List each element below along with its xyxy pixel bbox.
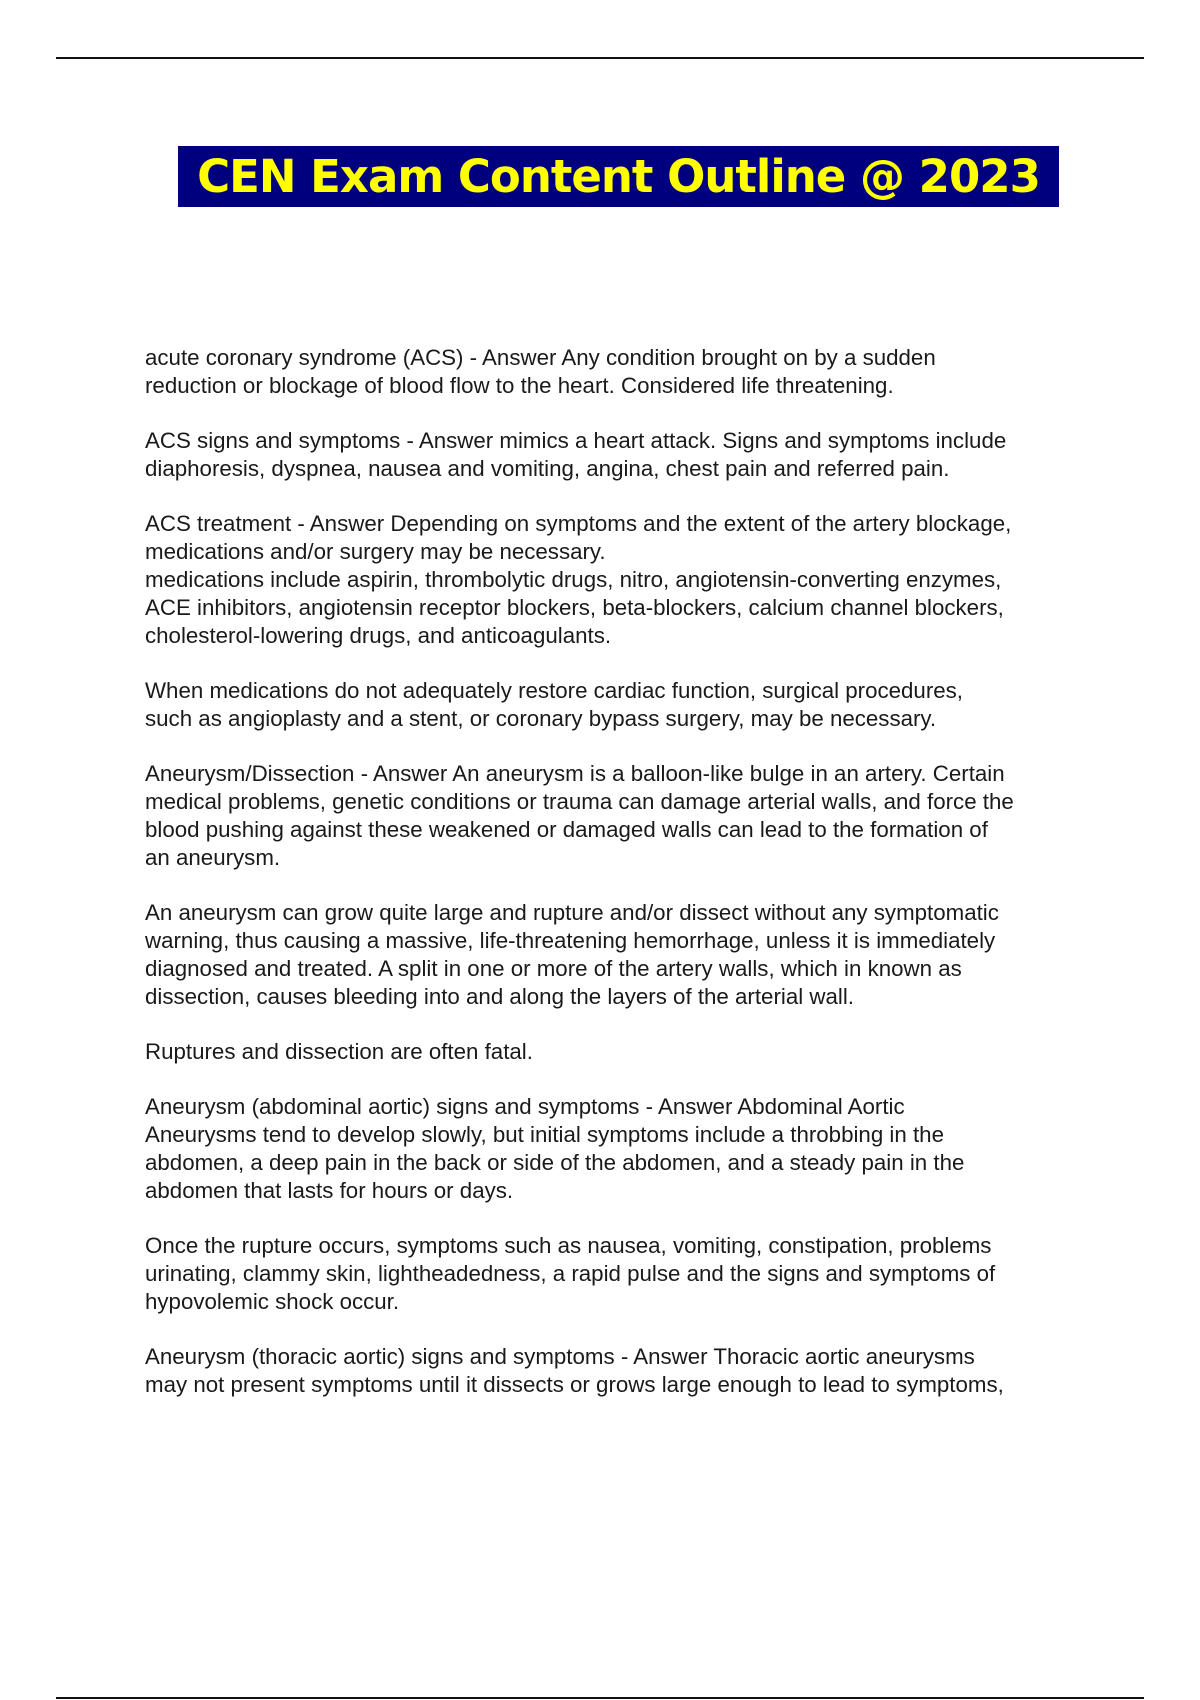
paragraph-abdominal-aortic: Aneurysm (abdominal aortic) signs and symptoms - Answer Abdominal Aortic Aneurysms tend to develop slowly, but initial symptoms include a throbbing in the abdomen, a deep pain in the back or side of the abdomen, and a steady pain in the abdomen that lasts for hours or days. [145, 1094, 965, 1203]
paragraph-surgical-procedures: When medications do not adequately restore cardiac function, surgical procedures, such as angioplasty and a stent, or coronary bypass surgery, may be necessary. [145, 678, 964, 731]
page-title: CEN Exam Content Outline @ 2023 [197, 150, 1040, 203]
paragraph-aneurysm-rupture: An aneurysm can grow quite large and rupture and/or dissect without any symptomatic warning, thus causing a massive, life-threatening hemorrhage, unless it is immediately diagnosed and treated. A split in one or more of the artery walls, which in known as dissection, causes bleeding into and along the layers of the arterial wall. [145, 900, 999, 1009]
bottom-rule [56, 1697, 1144, 1699]
paragraph-rupture-symptoms: Once the rupture occurs, symptoms such as nausea, vomiting, constipation, problems urinating, clammy skin, lightheadedness, a rapid pulse and the signs and symptoms of hypovolemic shock occur. [145, 1233, 996, 1314]
paragraph-acs-signs: ACS signs and symptoms - Answer mimics a heart attack. Signs and symptoms include diaphoresis, dyspnea, nausea and vomiting, angina, chest pain and referred pain. [145, 428, 1007, 481]
document-body [145, 344, 1095, 1426]
title-banner [178, 146, 1059, 207]
paragraph-acs-treatment: ACS treatment - Answer Depending on symptoms and the extent of the artery blockage, medications and/or surgery may be necessary. medications include aspirin, thrombolytic drugs, nitro, angiotensin-converting enzymes, ACE inhibitors, angiotensin receptor blockers, beta-blockers, calcium channel blockers, cholesterol-lowering drugs, and anticoagulants. [145, 511, 1012, 648]
paragraph-acs-definition: acute coronary syndrome (ACS) - Answer Any condition brought on by a sudden reduction or blockage of blood flow to the heart. Considered life threatening. [145, 345, 936, 398]
paragraph-thoracic-aortic: Aneurysm (thoracic aortic) signs and symptoms - Answer Thoracic aortic aneurysms may not present symptoms until it dissects or grows large enough to lead to symptoms, [145, 1344, 1004, 1397]
top-rule [56, 57, 1144, 59]
paragraph-ruptures-fatal: Ruptures and dissection are often fatal. [145, 1039, 533, 1064]
paragraph-aneurysm-dissection: Aneurysm/Dissection - Answer An aneurysm is a balloon-like bulge in an artery. Certain medical problems, genetic conditions or trauma can damage arterial walls, and force the blood pushing against these weakened or damaged walls can lead to the formation of an aneurysm. [145, 761, 1014, 870]
